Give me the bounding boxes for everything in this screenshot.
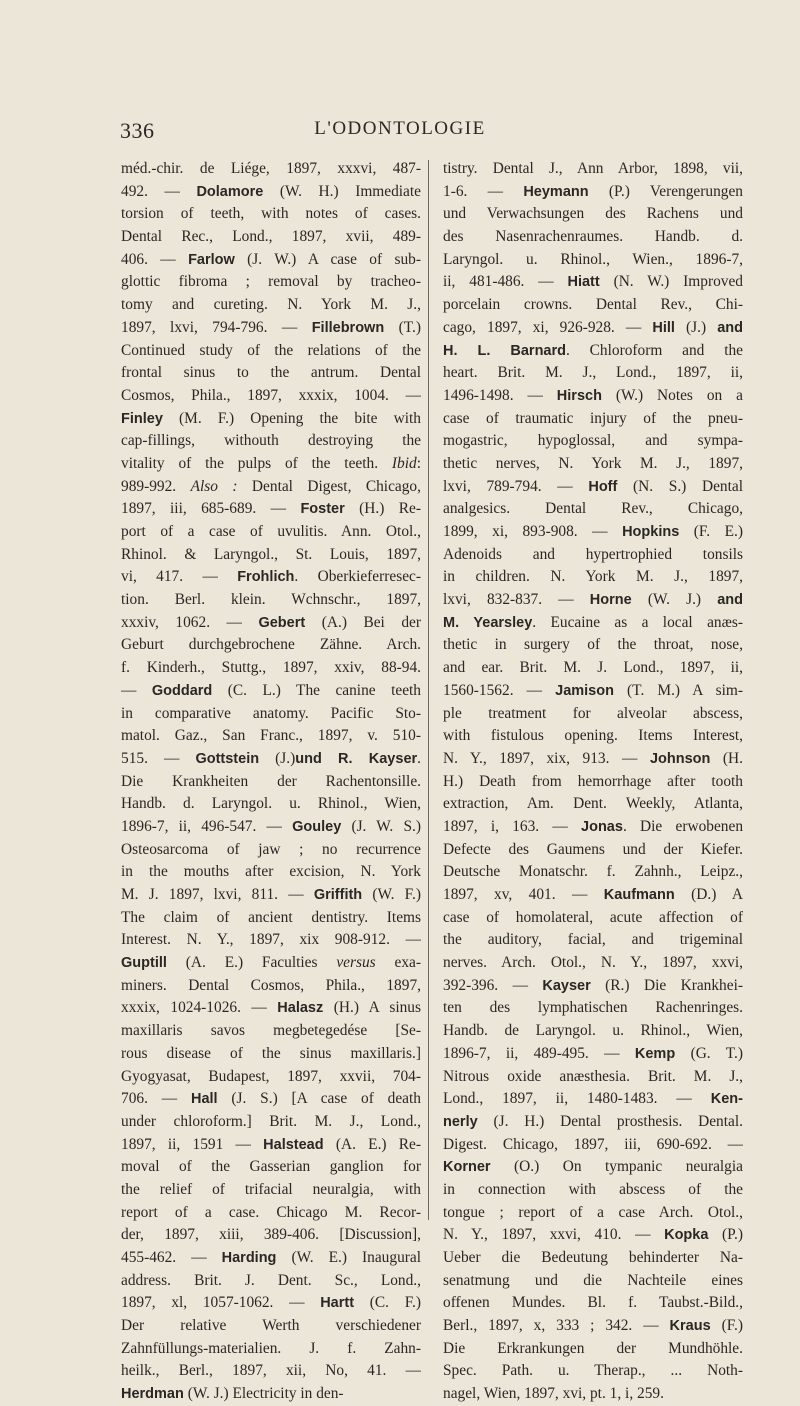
text-line: extraction, Am. Dent. Weekly, Atlanta,	[443, 795, 743, 813]
text-line: Nitrous oxide anæsthesia. Brit. M. J.,	[443, 1067, 743, 1085]
text-line: glottic fibroma ; removal by tracheo-	[121, 273, 421, 291]
text-line: 406. — Farlow (J. W.) A case of sub-	[121, 250, 421, 268]
text-line: Lond., 1897, ii, 1480-1483. — Ken-	[443, 1090, 743, 1108]
text-line: 989-992. Also : Dental Digest, Chicago,	[121, 477, 421, 495]
text-line: tomy and cureting. N. York M. J.,	[121, 296, 421, 314]
text-line: maxillaris savos megbetegedése [Se-	[121, 1022, 421, 1040]
text-line: Interest. N. Y., 1897, xix 908-912. —	[121, 931, 421, 949]
text-line: in connection with abscess of the	[443, 1180, 743, 1198]
text-line: vitality of the pulps of the teeth. Ibid:	[121, 454, 421, 472]
text-line: 1897, iii, 685-689. — Foster (H.) Re-	[121, 500, 421, 518]
text-line: Korner (O.) On tympanic neuralgia	[443, 1158, 743, 1176]
text-line: Rhinol. & Laryngol., St. Louis, 1897,	[121, 545, 421, 563]
text-line: 1896-7, ii, 496-547. — Gouley (J. W. S.)	[121, 817, 421, 835]
text-line: analgesics. Dental Rev., Chicago,	[443, 500, 743, 518]
text-line: Zahnfüllungs-materialien. J. f. Zahn-	[121, 1339, 421, 1357]
text-line: and ear. Brit. M. J. Lond., 1897, ii,	[443, 659, 743, 677]
text-line: 1897, xl, 1057-1062. — Hartt (C. F.)	[121, 1294, 421, 1312]
text-line: Handb. d. Laryngol. u. Rhinol., Wien,	[121, 795, 421, 813]
text-line: Finley (M. F.) Opening the bite with	[121, 409, 421, 427]
text-line: address. Brit. J. Dent. Sc., Lond.,	[121, 1271, 421, 1289]
text-line: report of a case. Chicago M. Recor-	[121, 1203, 421, 1221]
text-line: 1897, ii, 1591 — Halstead (A. E.) Re-	[121, 1135, 421, 1153]
text-line: 1897, xv, 401. — Kaufmann (D.) A	[443, 886, 743, 903]
text-line: Handb. de Laryngol. u. Rhinol., Wien,	[443, 1022, 743, 1040]
text-line: mogastric, hypoglossal, and sympa-	[443, 432, 743, 450]
text-line: Cosmos, Phila., 1897, xxxix, 1004. —	[121, 386, 421, 404]
text-line: Defecte des Gaumens und der Kiefer.	[443, 840, 743, 858]
text-line: torsion of teeth, with notes of cases.	[121, 205, 421, 223]
text-line: lxvi, 789-794. — Hoff (N. S.) Dental	[443, 477, 743, 495]
text-line: f. Kinderh., Stuttg., 1897, xxiv, 88-94.	[121, 659, 421, 677]
text-line: H.) Death from hemorrhage after tooth	[443, 772, 743, 790]
text-line: méd.-chir. de Liége, 1897, xxxvi, 487-	[121, 160, 421, 177]
text-line: nagel, Wien, 1897, xvi, pt. 1, i, 259.	[443, 1385, 664, 1403]
text-line: thetic nerves, N. York M. J., 1897,	[443, 454, 743, 472]
text-line: frontal sinus to the antrum. Dental	[121, 364, 421, 382]
text-line: M. Yearsley. Eucaine as a local anæs-	[443, 613, 743, 631]
right-column	[443, 158, 743, 1406]
text-line: 1899, xi, 893-908. — Hopkins (F. E.)	[443, 523, 743, 540]
text-line: xxxix, 1024-1026. — Halasz (H.) A sinus	[121, 999, 421, 1017]
text-line: Digest. Chicago, 1897, iii, 690-692. —	[443, 1135, 743, 1153]
text-line: Herdman (W. J.) Electricity in den-	[121, 1385, 344, 1403]
text-line: M. J. 1897, lxvi, 811. — Griffith (W. F.)	[121, 886, 421, 903]
text-line: ii, 481-486. — Hiatt (N. W.) Improved	[443, 273, 743, 291]
text-line: N. Y., 1897, xxvi, 410. — Kopka (P.)	[443, 1226, 743, 1244]
text-line: tistry. Dental J., Ann Arbor, 1898, vii,	[443, 160, 743, 177]
text-line: Geburt durchgebrochene Zähne. Arch.	[121, 636, 421, 654]
text-line: 1897, i, 163. — Jonas. Die erwobenen	[443, 817, 743, 835]
text-line: 515. — Gottstein (J.)und R. Kayser.	[121, 749, 421, 767]
text-line: heart. Brit. M. J., Lond., 1897, ii,	[443, 364, 743, 382]
text-line: 455-462. — Harding (W. E.) Inaugural	[121, 1249, 421, 1266]
text-line: nerves. Arch. Otol., N. Y., 1897, xxvi,	[443, 954, 743, 972]
text-line: cap-fillings, withouth destroying the	[121, 432, 421, 450]
text-line: Ueber die Bedeutung behinderter Na-	[443, 1249, 743, 1266]
text-line: Guptill (A. E.) Faculties versus exa-	[121, 954, 421, 972]
text-line: 1-6. — Heymann (P.) Verengerungen	[443, 182, 743, 200]
text-line: with fistulous opening. Items Interest,	[443, 727, 743, 745]
text-line: in comparative anatomy. Pacific Sto-	[121, 704, 421, 722]
text-line: miners. Dental Cosmos, Phila., 1897,	[121, 976, 421, 994]
text-line: matol. Gaz., San Franc., 1897, v. 510-	[121, 727, 421, 745]
text-line: Osteosarcoma of jaw ; no recurrence	[121, 840, 421, 858]
text-line: cago, 1897, xi, 926-928. — Hill (J.) and	[443, 318, 743, 336]
column-divider	[428, 160, 429, 1220]
text-line: 1496-1498. — Hirsch (W.) Notes on a	[443, 386, 743, 404]
text-line: Adenoids and hypertrophied tonsils	[443, 545, 743, 563]
text-line: tion. Berl. klein. Wchnschr., 1897,	[121, 591, 421, 609]
text-line: 1560-1562. — Jamison (T. M.) A sim-	[443, 681, 743, 699]
text-line: Continued study of the relations of the	[121, 341, 421, 359]
text-line: Laryngol. u. Rhinol., Wien., 1896-7,	[443, 250, 743, 268]
text-line: Deutsche Monatschr. f. Zahnh., Leipz.,	[443, 863, 743, 881]
text-line: nerly (J. H.) Dental prosthesis. Dental.	[443, 1112, 743, 1130]
text-line: Dental Rec., Lond., 1897, xvii, 489-	[121, 228, 421, 246]
text-line: 1896-7, ii, 489-495. — Kemp (G. T.)	[443, 1044, 743, 1062]
text-line: Die Erkrankungen der Mundhöhle.	[443, 1339, 743, 1357]
text-line: xxxiv, 1062. — Gebert (A.) Bei der	[121, 613, 421, 631]
text-line: 492. — Dolamore (W. H.) Immediate	[121, 182, 421, 200]
text-line: 392-396. — Kayser (R.) Die Krankhei-	[443, 976, 743, 994]
text-line: in children. N. York M. J., 1897,	[443, 568, 743, 586]
text-line: — Goddard (C. L.) The canine teeth	[121, 681, 421, 699]
text-line: The claim of ancient dentistry. Items	[121, 908, 421, 926]
text-line: der, 1897, xiii, 389-406. [Discussion],	[121, 1226, 421, 1244]
text-line: vi, 417. — Frohlich. Oberkieferresec-	[121, 568, 421, 586]
text-line: the auditory, facial, and trigeminal	[443, 931, 743, 949]
text-line: H. L. Barnard. Chloroform and the	[443, 341, 743, 359]
text-line: Berl., 1897, x, 333 ; 342. — Kraus (F.)	[443, 1317, 743, 1335]
text-line: Gyogyasat, Budapest, 1897, xxvii, 704-	[121, 1067, 421, 1085]
text-line: tongue ; report of a case Arch. Otol.,	[443, 1203, 743, 1221]
left-column	[121, 158, 421, 1406]
text-line: lxvi, 832-837. — Horne (W. J.) and	[443, 591, 743, 609]
text-line: Spec. Path. u. Therap., ... Noth-	[443, 1362, 743, 1380]
text-line: thetic in surgery of the throat, nose,	[443, 636, 743, 654]
text-line: under chloroform.] Brit. M. J., Lond.,	[121, 1112, 421, 1130]
running-title: L'ODONTOLOGIE	[314, 118, 486, 139]
text-line: heilk., Berl., 1897, xii, No, 41. —	[121, 1362, 421, 1380]
text-line: Die Krankheiten der Rachentonsille.	[121, 772, 421, 790]
text-line: port of a case of uvulitis. Ann. Otol.,	[121, 523, 421, 540]
text-line: case of traumatic injury of the pneu-	[443, 409, 743, 427]
text-line: offenen Mundes. Bl. f. Taubst.-Bild.,	[443, 1294, 743, 1312]
text-line: the relief of trifacial neuralgia, with	[121, 1180, 421, 1198]
text-line: 706. — Hall (J. S.) [A case of death	[121, 1090, 421, 1108]
text-line: in the mouths after excision, N. York	[121, 863, 421, 881]
text-line: rous disease of the sinus maxillaris.]	[121, 1044, 421, 1062]
text-line: moval of the Gasserian ganglion for	[121, 1158, 421, 1176]
text-line: senatmung und die Nachteile eines	[443, 1271, 743, 1289]
page-number: 336	[120, 118, 155, 143]
text-line: und Verwachsungen des Rachens und	[443, 205, 743, 223]
text-line: des Nasenrachenraumes. Handb. d.	[443, 228, 743, 246]
text-line: Der relative Werth verschiedener	[121, 1317, 421, 1335]
text-line: ple treatment for alveolar abscess,	[443, 704, 743, 722]
text-line: porcelain crowns. Dental Rev., Chi-	[443, 296, 743, 314]
text-line: case of homolateral, acute affection of	[443, 908, 743, 926]
text-line: ten des lymphatischen Rachenringes.	[443, 999, 743, 1017]
text-line: N. Y., 1897, xix, 913. — Johnson (H.	[443, 749, 743, 767]
text-line: 1897, lxvi, 794-796. — Fillebrown (T.)	[121, 318, 421, 336]
